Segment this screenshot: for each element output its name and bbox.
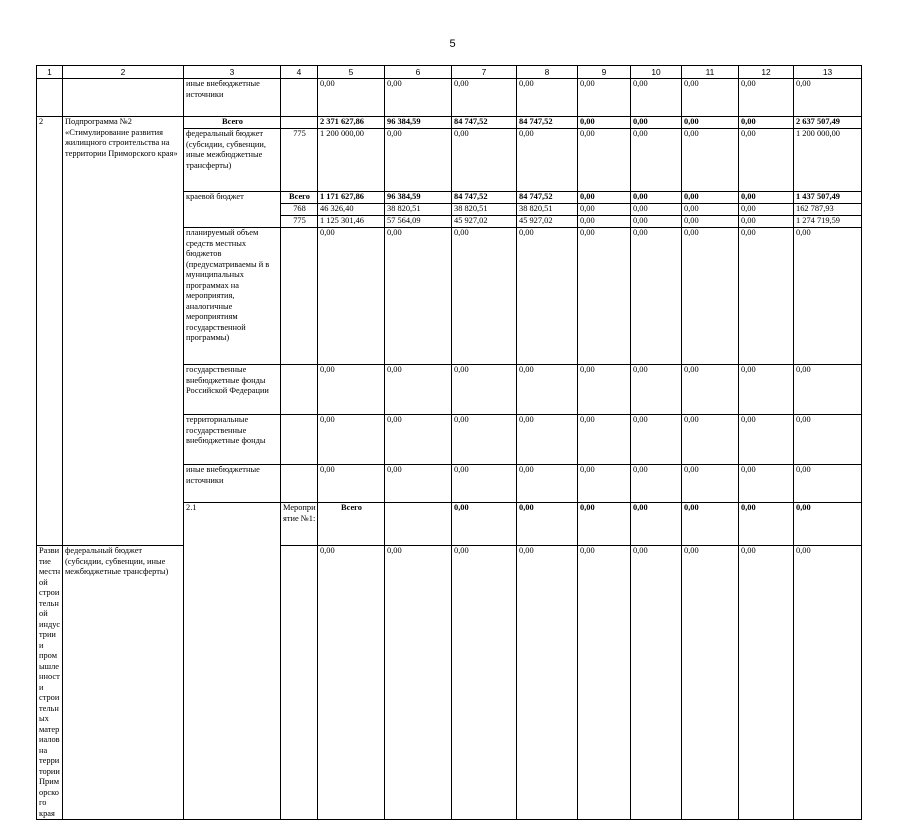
value-cell: 38 820,51 xyxy=(517,204,578,216)
value-cell: 0,00 xyxy=(682,204,739,216)
col-header: 12 xyxy=(739,66,794,79)
value-cell: 0,00 xyxy=(739,117,794,129)
value-cell: 0,00 xyxy=(631,129,682,192)
col-header: 3 xyxy=(184,66,281,79)
value-cell: 0,00 xyxy=(452,415,517,465)
table-row xyxy=(37,79,862,117)
value-cell: 0,00 xyxy=(385,365,452,415)
row-number-cell: 2 xyxy=(37,117,63,546)
value-cell: 0,00 xyxy=(452,129,517,192)
code-cell: 768 xyxy=(281,204,318,216)
value-cell: 0,00 xyxy=(631,415,682,465)
value-cell: 0,00 xyxy=(631,216,682,228)
value-cell: 1 200 000,00 xyxy=(318,129,385,192)
row-number-cell: 2.1 xyxy=(184,503,281,820)
code-cell: Всего xyxy=(281,192,318,204)
value-cell: 0,00 xyxy=(578,129,631,192)
value-cell: 0,00 xyxy=(631,365,682,415)
value-cell: 0,00 xyxy=(739,129,794,192)
col-header: 11 xyxy=(682,66,739,79)
value-cell: 1 274 719,59 xyxy=(794,216,862,228)
col-header: 4 xyxy=(281,66,318,79)
value-cell: 0,00 xyxy=(452,79,517,117)
value-cell: 0,00 xyxy=(682,216,739,228)
value-cell: 0,00 xyxy=(318,228,385,365)
source-cell: государственные внебюджетные фонды Российской Федерации xyxy=(184,365,281,415)
value-cell: 84 747,52 xyxy=(517,117,578,129)
value-cell: 0,00 xyxy=(578,465,631,503)
value-cell: 0,00 xyxy=(682,546,739,820)
value-cell: 0,00 xyxy=(578,204,631,216)
page-number: 5 xyxy=(449,38,456,50)
value-cell: 0,00 xyxy=(631,79,682,117)
value-cell: 0,00 xyxy=(578,415,631,465)
value-cell: 0,00 xyxy=(578,503,631,546)
value-cell: 162 787,93 xyxy=(794,204,862,216)
value-cell: 2 637 507,49 xyxy=(794,117,862,129)
value-cell: 0,00 xyxy=(631,192,682,204)
value-cell: 0,00 xyxy=(517,129,578,192)
code-cell xyxy=(385,503,452,546)
measure-name-cell: Развитие местной строительной индустрии и промышленности строительных материалов на территории Приморского края xyxy=(37,546,63,820)
value-cell: 84 747,52 xyxy=(517,192,578,204)
value-cell: 0,00 xyxy=(385,415,452,465)
value-cell: 0,00 xyxy=(682,117,739,129)
measure-title-cell: Мероприятие №1: xyxy=(281,503,318,546)
value-cell: 0,00 xyxy=(739,415,794,465)
value-cell: 0,00 xyxy=(739,546,794,820)
code-cell xyxy=(281,546,318,820)
col-header: 2 xyxy=(63,66,184,79)
table-row xyxy=(37,117,862,129)
code-cell xyxy=(281,228,318,365)
source-cell: федеральный бюджет (субсидии, субвенции, иные межбюджетные трансферты) xyxy=(63,546,184,820)
value-cell: 0,00 xyxy=(452,546,517,820)
code-cell xyxy=(281,117,318,129)
value-cell: 0,00 xyxy=(739,79,794,117)
value-cell: 0,00 xyxy=(452,503,517,546)
value-cell: 2 371 627,86 xyxy=(318,117,385,129)
value-cell: 96 384,59 xyxy=(385,117,452,129)
value-cell: 0,00 xyxy=(578,117,631,129)
code-cell xyxy=(281,465,318,503)
value-cell: 0,00 xyxy=(682,503,739,546)
value-cell: 0,00 xyxy=(794,415,862,465)
value-cell: 0,00 xyxy=(517,465,578,503)
value-cell: 46 326,40 xyxy=(318,204,385,216)
value-cell: 0,00 xyxy=(318,365,385,415)
value-cell: 0,00 xyxy=(578,192,631,204)
value-cell: 0,00 xyxy=(794,365,862,415)
value-cell: 0,00 xyxy=(739,465,794,503)
value-cell: 0,00 xyxy=(578,365,631,415)
value-cell: 0,00 xyxy=(682,228,739,365)
value-cell: 0,00 xyxy=(631,503,682,546)
value-cell: 0,00 xyxy=(517,228,578,365)
value-cell: 0,00 xyxy=(385,546,452,820)
value-cell: 84 747,52 xyxy=(452,192,517,204)
value-cell: 0,00 xyxy=(631,465,682,503)
col-header: 10 xyxy=(631,66,682,79)
value-cell: 0,00 xyxy=(578,228,631,365)
code-cell xyxy=(281,415,318,465)
source-cell: краевой бюджет xyxy=(184,192,281,228)
col-header: 13 xyxy=(794,66,862,79)
value-cell: 0,00 xyxy=(385,129,452,192)
value-cell: 0,00 xyxy=(318,465,385,503)
value-cell: 0,00 xyxy=(682,465,739,503)
col-header: 5 xyxy=(318,66,385,79)
value-cell: 0,00 xyxy=(318,79,385,117)
value-cell: 0,00 xyxy=(739,503,794,546)
value-cell: 0,00 xyxy=(739,204,794,216)
value-cell: 0,00 xyxy=(452,465,517,503)
value-cell: 0,00 xyxy=(739,192,794,204)
value-cell: 0,00 xyxy=(452,228,517,365)
col-header: 7 xyxy=(452,66,517,79)
code-cell: 775 xyxy=(281,216,318,228)
code-cell xyxy=(281,79,318,117)
value-cell: 96 384,59 xyxy=(385,192,452,204)
source-cell: территориальные государственные внебюджетные фонды xyxy=(184,415,281,465)
value-cell: 0,00 xyxy=(682,192,739,204)
value-cell: 0,00 xyxy=(318,415,385,465)
value-cell: 0,00 xyxy=(318,546,385,820)
value-cell: 1 437 507,49 xyxy=(794,192,862,204)
row-number-cell xyxy=(37,79,63,117)
value-cell: 1 171 627,86 xyxy=(318,192,385,204)
value-cell: 0,00 xyxy=(794,228,862,365)
value-cell: 45 927,02 xyxy=(517,216,578,228)
value-cell: 0,00 xyxy=(517,546,578,820)
value-cell: 0,00 xyxy=(631,204,682,216)
value-cell: 0,00 xyxy=(578,79,631,117)
value-cell: 0,00 xyxy=(739,216,794,228)
value-cell: 0,00 xyxy=(631,117,682,129)
value-cell: 0,00 xyxy=(794,546,862,820)
value-cell: 45 927,02 xyxy=(452,216,517,228)
budget-table xyxy=(36,65,862,820)
value-cell: 0,00 xyxy=(682,415,739,465)
value-cell: 0,00 xyxy=(739,365,794,415)
value-cell: 0,00 xyxy=(794,465,862,503)
source-cell: планируемый объем средств местных бюджетов (предусматриваемы й в муниципальных программах на мероприятия, аналогичные мероприятиям государственной программы) xyxy=(184,228,281,365)
value-cell: 0,00 xyxy=(794,503,862,546)
name-cell xyxy=(63,79,184,117)
value-cell: 0,00 xyxy=(385,79,452,117)
col-header: 1 xyxy=(37,66,63,79)
program-name-cell: Подпрограмма №2 «Стимулирование развития жилищного строительства на территории Приморского края» xyxy=(63,117,184,546)
value-cell: 0,00 xyxy=(682,365,739,415)
value-cell: 0,00 xyxy=(578,216,631,228)
col-header: 9 xyxy=(578,66,631,79)
value-cell: 0,00 xyxy=(682,129,739,192)
col-header: 6 xyxy=(385,66,452,79)
source-cell: Всего xyxy=(318,503,385,546)
value-cell: 0,00 xyxy=(517,365,578,415)
code-cell: 775 xyxy=(281,129,318,192)
value-cell: 57 564,09 xyxy=(385,216,452,228)
source-cell: Всего xyxy=(184,117,281,129)
value-cell: 38 820,51 xyxy=(385,204,452,216)
source-cell: иные внебюджетные источники xyxy=(184,465,281,503)
value-cell: 0,00 xyxy=(385,465,452,503)
value-cell: 0,00 xyxy=(517,415,578,465)
value-cell: 38 820,51 xyxy=(452,204,517,216)
table-row xyxy=(37,546,862,820)
col-header: 8 xyxy=(517,66,578,79)
value-cell: 0,00 xyxy=(631,546,682,820)
value-cell: 0,00 xyxy=(517,79,578,117)
value-cell: 0,00 xyxy=(578,546,631,820)
value-cell: 1 200 000,00 xyxy=(794,129,862,192)
value-cell: 0,00 xyxy=(739,228,794,365)
code-cell xyxy=(281,365,318,415)
source-cell: иные внебюджетные источники xyxy=(184,79,281,117)
value-cell: 1 125 301,46 xyxy=(318,216,385,228)
value-cell: 84 747,52 xyxy=(452,117,517,129)
value-cell: 0,00 xyxy=(794,79,862,117)
value-cell: 0,00 xyxy=(452,365,517,415)
value-cell: 0,00 xyxy=(385,228,452,365)
header-row xyxy=(37,66,862,79)
value-cell: 0,00 xyxy=(517,503,578,546)
source-cell: федеральный бюджет (субсидии, субвенции, иные межбюджетные трансферты) xyxy=(184,129,281,192)
value-cell: 0,00 xyxy=(682,79,739,117)
value-cell: 0,00 xyxy=(631,228,682,365)
